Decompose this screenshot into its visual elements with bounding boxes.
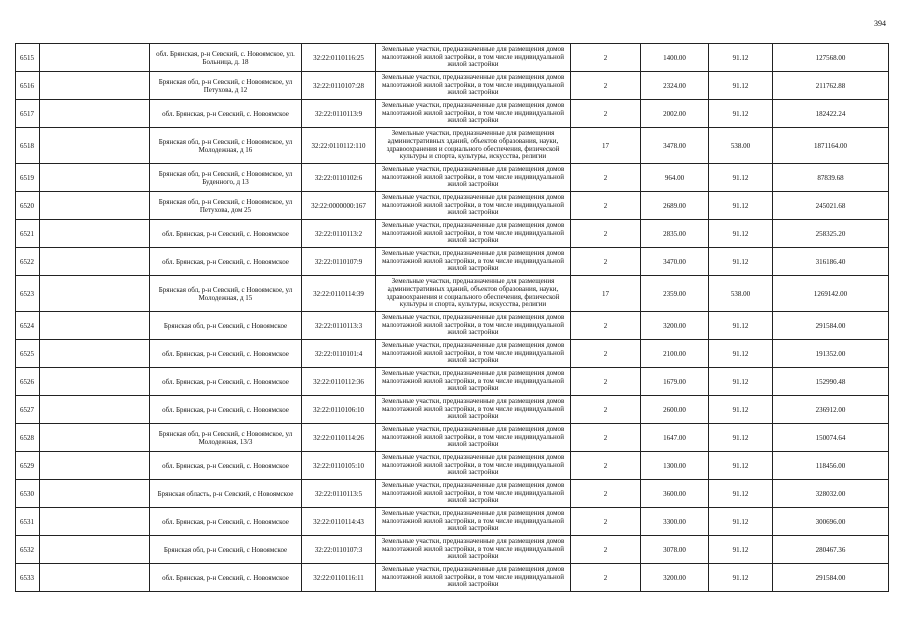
cadastral-value-cell: 300696.00 xyxy=(773,508,889,536)
specific-value-cell: 91.12 xyxy=(709,480,773,508)
table-row xyxy=(16,480,889,508)
address-cell: обл. Брянская, р-н Севский, с. Новоямское xyxy=(150,340,302,368)
address-cell: Брянская обл, р-н Севский, с Новоямское, ул Петухова, дом 25 xyxy=(150,192,302,220)
cadastral-number-cell: 32:22:0110114:26 xyxy=(302,424,376,452)
row-number-cell: 6519 xyxy=(16,164,40,192)
area-cell: 3600.00 xyxy=(641,480,709,508)
spacer-cell xyxy=(40,536,150,564)
row-number-cell: 6530 xyxy=(16,480,40,508)
area-cell: 3478.00 xyxy=(641,128,709,164)
row-number-cell: 6531 xyxy=(16,508,40,536)
area-cell: 3470.00 xyxy=(641,248,709,276)
group-number-cell: 2 xyxy=(571,452,641,480)
cadastral-value-cell: 291584.00 xyxy=(773,564,889,592)
address-cell: обл. Брянская, р-н Севский, с. Новоямское xyxy=(150,220,302,248)
specific-value-cell: 91.12 xyxy=(709,424,773,452)
land-purpose-cell: Земельные участки, предназначенные для размещения домов малоэтажной жилой застройки, в том числе индивидуальной жилой застройки xyxy=(376,44,571,72)
specific-value-cell: 91.12 xyxy=(709,248,773,276)
table-row xyxy=(16,100,889,128)
cadastral-number-cell: 32:22:0110101:4 xyxy=(302,340,376,368)
table-row xyxy=(16,508,889,536)
table-row xyxy=(16,564,889,592)
group-number-cell: 2 xyxy=(571,248,641,276)
table-body xyxy=(16,44,889,592)
cadastral-value-cell: 87839.68 xyxy=(773,164,889,192)
row-number-cell: 6527 xyxy=(16,396,40,424)
area-cell: 2100.00 xyxy=(641,340,709,368)
spacer-cell xyxy=(40,368,150,396)
table-row xyxy=(16,72,889,100)
area-cell: 3200.00 xyxy=(641,312,709,340)
cadastral-number-cell: 32:22:0110112:36 xyxy=(302,368,376,396)
specific-value-cell: 91.12 xyxy=(709,340,773,368)
specific-value-cell: 91.12 xyxy=(709,508,773,536)
specific-value-cell: 91.12 xyxy=(709,452,773,480)
table-row xyxy=(16,340,889,368)
land-purpose-cell: Земельные участки, предназначенные для размещения домов малоэтажной жилой застройки, в том числе индивидуальной жилой застройки xyxy=(376,72,571,100)
specific-value-cell: 538.00 xyxy=(709,276,773,312)
specific-value-cell: 91.12 xyxy=(709,192,773,220)
cadastral-number-cell: 32:22:0110113:9 xyxy=(302,100,376,128)
address-cell: Брянская обл, р-н Севский, с Новоямское xyxy=(150,536,302,564)
land-purpose-cell: Земельные участки, предназначенные для размещения административных зданий, объектов образования, науки, здравоохранения и социального обеспечения, физической культуры и спорта, культуры, искусства, религии xyxy=(376,128,571,164)
group-number-cell: 2 xyxy=(571,192,641,220)
area-cell: 2002.00 xyxy=(641,100,709,128)
land-purpose-cell: Земельные участки, предназначенные для размещения домов малоэтажной жилой застройки, в том числе индивидуальной жилой застройки xyxy=(376,508,571,536)
cadastral-value-cell: 1269142.00 xyxy=(773,276,889,312)
specific-value-cell: 91.12 xyxy=(709,100,773,128)
specific-value-cell: 91.12 xyxy=(709,164,773,192)
cadastral-value-cell: 211762.88 xyxy=(773,72,889,100)
table-row xyxy=(16,276,889,312)
area-cell: 2835.00 xyxy=(641,220,709,248)
area-cell: 1300.00 xyxy=(641,452,709,480)
group-number-cell: 17 xyxy=(571,128,641,164)
area-cell: 2324.00 xyxy=(641,72,709,100)
row-number-cell: 6518 xyxy=(16,128,40,164)
spacer-cell xyxy=(40,564,150,592)
table-row xyxy=(16,128,889,164)
land-purpose-cell: Земельные участки, предназначенные для размещения домов малоэтажной жилой застройки, в том числе индивидуальной жилой застройки xyxy=(376,164,571,192)
specific-value-cell: 91.12 xyxy=(709,44,773,72)
address-cell: обл. Брянская, р-н Севский, с. Новоямское xyxy=(150,396,302,424)
land-purpose-cell: Земельные участки, предназначенные для размещения домов малоэтажной жилой застройки, в том числе индивидуальной жилой застройки xyxy=(376,396,571,424)
cadastral-value-cell: 152990.48 xyxy=(773,368,889,396)
spacer-cell xyxy=(40,248,150,276)
cadastral-value-cell: 316186.40 xyxy=(773,248,889,276)
area-cell: 1400.00 xyxy=(641,44,709,72)
table-row xyxy=(16,536,889,564)
cadastral-value-cell: 1871164.00 xyxy=(773,128,889,164)
area-cell: 3078.00 xyxy=(641,536,709,564)
cadastral-number-cell: 32:22:0110113:3 xyxy=(302,312,376,340)
table-row xyxy=(16,164,889,192)
address-cell: Брянская область, р-н Севский, с Новоямское xyxy=(150,480,302,508)
cadastral-number-cell: 32:22:0110116:11 xyxy=(302,564,376,592)
spacer-cell xyxy=(40,72,150,100)
group-number-cell: 2 xyxy=(571,220,641,248)
specific-value-cell: 91.12 xyxy=(709,312,773,340)
specific-value-cell: 91.12 xyxy=(709,564,773,592)
cadastral-value-cell: 182422.24 xyxy=(773,100,889,128)
page-number: 394 xyxy=(874,19,886,28)
spacer-cell xyxy=(40,220,150,248)
cadastral-value-cell: 328032.00 xyxy=(773,480,889,508)
area-cell: 1679.00 xyxy=(641,368,709,396)
row-number-cell: 6517 xyxy=(16,100,40,128)
address-cell: Брянская обл, р-н Севский, с Новоямское xyxy=(150,312,302,340)
cadastral-number-cell: 32:22:0110102:6 xyxy=(302,164,376,192)
table-row xyxy=(16,368,889,396)
cadastral-value-cell: 127568.00 xyxy=(773,44,889,72)
cadastral-number-cell: 32:22:0110114:43 xyxy=(302,508,376,536)
row-number-cell: 6524 xyxy=(16,312,40,340)
table-row xyxy=(16,424,889,452)
group-number-cell: 17 xyxy=(571,276,641,312)
address-cell: Брянская обл, р-н Севский, с Новоямское, ул Петухова, д 12 xyxy=(150,72,302,100)
cadastral-number-cell: 32:22:0110114:39 xyxy=(302,276,376,312)
cadastral-value-cell: 245021.68 xyxy=(773,192,889,220)
cadastral-value-cell: 191352.00 xyxy=(773,340,889,368)
cadastral-number-cell: 32:22:0110106:10 xyxy=(302,396,376,424)
group-number-cell: 2 xyxy=(571,340,641,368)
specific-value-cell: 91.12 xyxy=(709,536,773,564)
specific-value-cell: 91.12 xyxy=(709,396,773,424)
land-purpose-cell: Земельные участки, предназначенные для размещения домов малоэтажной жилой застройки, в том числе индивидуальной жилой застройки xyxy=(376,248,571,276)
area-cell: 2359.00 xyxy=(641,276,709,312)
spacer-cell xyxy=(40,424,150,452)
spacer-cell xyxy=(40,44,150,72)
land-purpose-cell: Земельные участки, предназначенные для размещения домов малоэтажной жилой застройки, в том числе индивидуальной жилой застройки xyxy=(376,368,571,396)
spacer-cell xyxy=(40,340,150,368)
spacer-cell xyxy=(40,128,150,164)
table-row xyxy=(16,248,889,276)
row-number-cell: 6532 xyxy=(16,536,40,564)
row-number-cell: 6520 xyxy=(16,192,40,220)
group-number-cell: 2 xyxy=(571,72,641,100)
address-cell: Брянская обл, р-н Севский, с Новоямское, ул Молодежная, д 15 xyxy=(150,276,302,312)
row-number-cell: 6522 xyxy=(16,248,40,276)
row-number-cell: 6526 xyxy=(16,368,40,396)
row-number-cell: 6521 xyxy=(16,220,40,248)
spacer-cell xyxy=(40,100,150,128)
land-purpose-cell: Земельные участки, предназначенные для размещения домов малоэтажной жилой застройки, в том числе индивидуальной жилой застройки xyxy=(376,192,571,220)
land-purpose-cell: Земельные участки, предназначенные для размещения домов малоэтажной жилой застройки, в том числе индивидуальной жилой застройки xyxy=(376,536,571,564)
row-number-cell: 6523 xyxy=(16,276,40,312)
specific-value-cell: 538.00 xyxy=(709,128,773,164)
land-plots-table xyxy=(15,43,889,592)
cadastral-value-cell: 118456.00 xyxy=(773,452,889,480)
group-number-cell: 2 xyxy=(571,480,641,508)
spacer-cell xyxy=(40,452,150,480)
cadastral-number-cell: 32:22:0110112:110 xyxy=(302,128,376,164)
row-number-cell: 6533 xyxy=(16,564,40,592)
address-cell: Брянская обл, р-н Севский, с Новоямское, ул Буденного, д 13 xyxy=(150,164,302,192)
spacer-cell xyxy=(40,480,150,508)
group-number-cell: 2 xyxy=(571,396,641,424)
specific-value-cell: 91.12 xyxy=(709,72,773,100)
table-row xyxy=(16,312,889,340)
land-purpose-cell: Земельные участки, предназначенные для размещения домов малоэтажной жилой застройки, в том числе индивидуальной жилой застройки xyxy=(376,452,571,480)
cadastral-number-cell: 32:22:0000000:167 xyxy=(302,192,376,220)
cadastral-number-cell: 32:22:0110107:3 xyxy=(302,536,376,564)
cadastral-number-cell: 32:22:0110116:25 xyxy=(302,44,376,72)
address-cell: обл. Брянская, р-н Севский, с. Новоямское xyxy=(150,368,302,396)
cadastral-number-cell: 32:22:0110105:10 xyxy=(302,452,376,480)
land-purpose-cell: Земельные участки, предназначенные для размещения домов малоэтажной жилой застройки, в том числе индивидуальной жилой застройки xyxy=(376,564,571,592)
table-row xyxy=(16,220,889,248)
spacer-cell xyxy=(40,276,150,312)
area-cell: 3200.00 xyxy=(641,564,709,592)
area-cell: 964.00 xyxy=(641,164,709,192)
spacer-cell xyxy=(40,396,150,424)
land-purpose-cell: Земельные участки, предназначенные для размещения домов малоэтажной жилой застройки, в том числе индивидуальной жилой застройки xyxy=(376,100,571,128)
cadastral-number-cell: 32:22:0110113:2 xyxy=(302,220,376,248)
address-cell: обл. Брянская, р-н Севский, с. Новоямское xyxy=(150,100,302,128)
table-row xyxy=(16,396,889,424)
group-number-cell: 2 xyxy=(571,424,641,452)
spacer-cell xyxy=(40,312,150,340)
group-number-cell: 2 xyxy=(571,536,641,564)
land-purpose-cell: Земельные участки, предназначенные для размещения домов малоэтажной жилой застройки, в том числе индивидуальной жилой застройки xyxy=(376,312,571,340)
address-cell: Брянская обл, р-н Севский, с Новоямское, ул Молодежная, д 16 xyxy=(150,128,302,164)
row-number-cell: 6529 xyxy=(16,452,40,480)
group-number-cell: 2 xyxy=(571,164,641,192)
row-number-cell: 6516 xyxy=(16,72,40,100)
table-row xyxy=(16,44,889,72)
address-cell: обл. Брянская, р-н Севский, с. Новоямское xyxy=(150,452,302,480)
area-cell: 3300.00 xyxy=(641,508,709,536)
land-purpose-cell: Земельные участки, предназначенные для размещения домов малоэтажной жилой застройки, в том числе индивидуальной жилой застройки xyxy=(376,220,571,248)
area-cell: 2600.00 xyxy=(641,396,709,424)
cadastral-number-cell: 32:22:0110113:5 xyxy=(302,480,376,508)
land-purpose-cell: Земельные участки, предназначенные для размещения административных зданий, объектов образования, науки, здравоохранения и социального обеспечения, физической культуры и спорта, культуры, искусства, религии xyxy=(376,276,571,312)
cadastral-value-cell: 150074.64 xyxy=(773,424,889,452)
cadastral-value-cell: 236912.00 xyxy=(773,396,889,424)
row-number-cell: 6528 xyxy=(16,424,40,452)
group-number-cell: 2 xyxy=(571,312,641,340)
land-purpose-cell: Земельные участки, предназначенные для размещения домов малоэтажной жилой застройки, в том числе индивидуальной жилой застройки xyxy=(376,424,571,452)
table-row xyxy=(16,452,889,480)
group-number-cell: 2 xyxy=(571,44,641,72)
cadastral-value-cell: 291584.00 xyxy=(773,312,889,340)
address-cell: обл. Брянская, р-н Севский, с. Новоямское xyxy=(150,564,302,592)
spacer-cell xyxy=(40,192,150,220)
group-number-cell: 2 xyxy=(571,508,641,536)
land-purpose-cell: Земельные участки, предназначенные для размещения домов малоэтажной жилой застройки, в том числе индивидуальной жилой застройки xyxy=(376,480,571,508)
spacer-cell xyxy=(40,508,150,536)
address-cell: Брянская обл, р-н Севский, с Новоямское, ул Молодежная, 13/3 xyxy=(150,424,302,452)
address-cell: обл. Брянская, р-н Севский, с. Новоямское xyxy=(150,248,302,276)
land-purpose-cell: Земельные участки, предназначенные для размещения домов малоэтажной жилой застройки, в том числе индивидуальной жилой застройки xyxy=(376,340,571,368)
group-number-cell: 2 xyxy=(571,564,641,592)
cadastral-value-cell: 258325.20 xyxy=(773,220,889,248)
row-number-cell: 6525 xyxy=(16,340,40,368)
row-number-cell: 6515 xyxy=(16,44,40,72)
cadastral-number-cell: 32:22:0110107:28 xyxy=(302,72,376,100)
group-number-cell: 2 xyxy=(571,100,641,128)
area-cell: 1647.00 xyxy=(641,424,709,452)
spacer-cell xyxy=(40,164,150,192)
cadastral-number-cell: 32:22:0110107:9 xyxy=(302,248,376,276)
area-cell: 2689.00 xyxy=(641,192,709,220)
address-cell: обл. Брянская, р-н Севский, с. Новоямское, ул. Больница, д. 18 xyxy=(150,44,302,72)
address-cell: обл. Брянская, р-н Севский, с. Новоямское xyxy=(150,508,302,536)
group-number-cell: 2 xyxy=(571,368,641,396)
cadastral-value-cell: 280467.36 xyxy=(773,536,889,564)
specific-value-cell: 91.12 xyxy=(709,368,773,396)
table-row xyxy=(16,192,889,220)
specific-value-cell: 91.12 xyxy=(709,220,773,248)
